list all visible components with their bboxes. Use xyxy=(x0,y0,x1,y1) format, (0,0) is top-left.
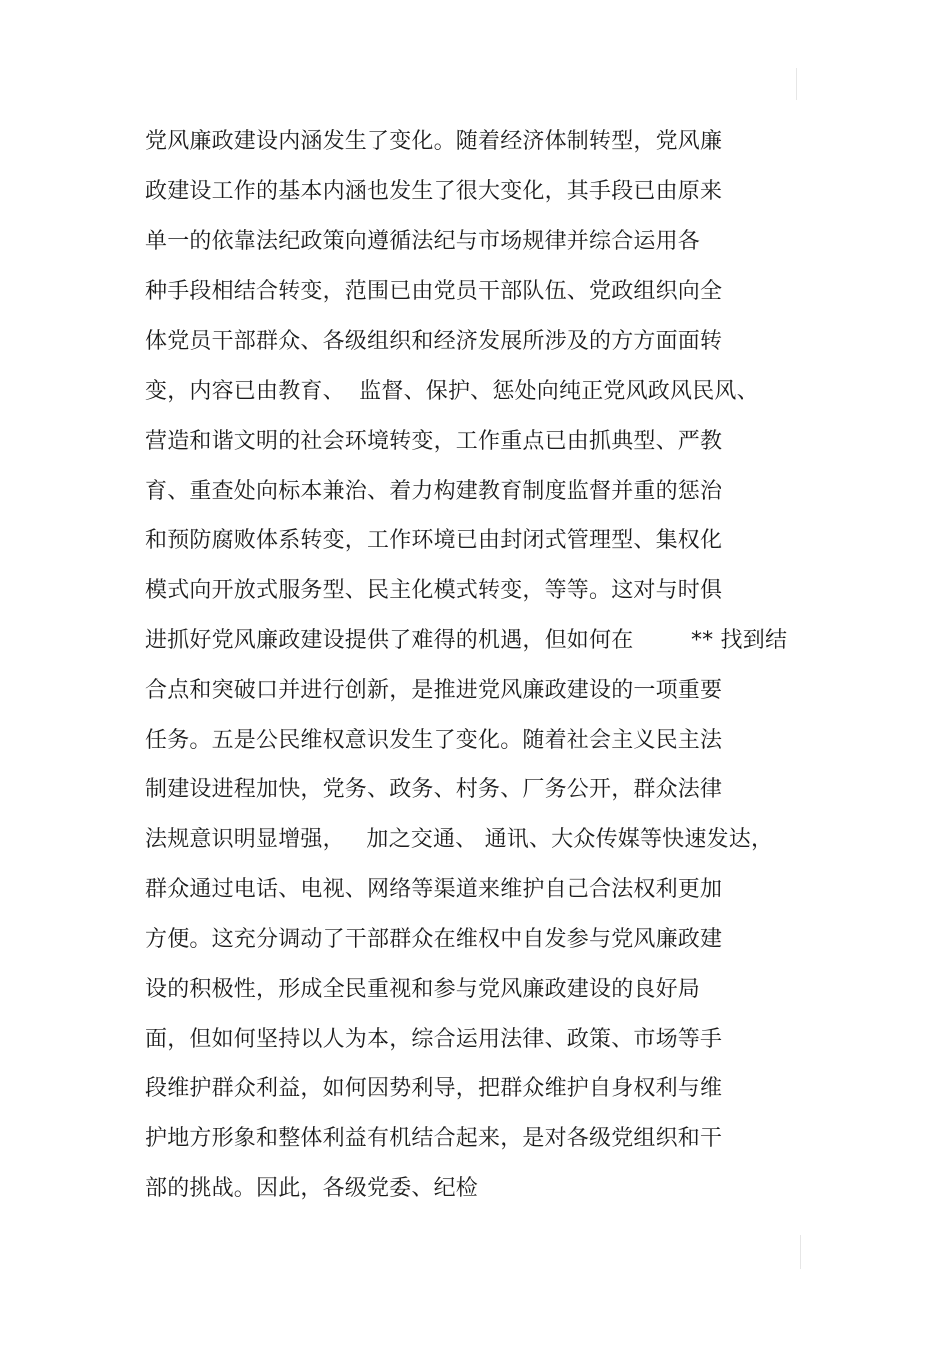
text-line-4: 种手段相结合转变，范围已由党员干部队伍、党政组织向全 xyxy=(145,279,723,304)
text-line-3: 单一的依靠法纪政策向遵循法纪与市场规律并综合运用各 xyxy=(145,229,701,254)
text-line-20: 段维护群众利益，如何因势利导，把群众维护自身权利与维 xyxy=(145,1076,723,1101)
text-line-12: 合点和突破口并进行创新，是推进党风廉政建设的一项重要 xyxy=(145,678,723,703)
text-line-22: 部的挑战。因此，各级党委、纪检 xyxy=(145,1176,479,1201)
page-margin-mark-bottom xyxy=(800,1235,801,1269)
text-line-11: 进抓好党风廉政建设提供了难得的机遇，但如何在 ** 找到结 xyxy=(145,628,788,653)
text-line-6: 变，内容已由教育、 监督、保护、惩处向纯正党风政风民风、 xyxy=(145,379,759,404)
text-line-2: 政建设工作的基本内涵也发生了很大变化，其手段已由原来 xyxy=(145,179,723,204)
text-line-19: 面，但如何坚持以人为本，综合运用法律、政策、市场等手 xyxy=(145,1027,723,1052)
text-line-18: 设的积极性，形成全民重视和参与党风廉政建设的良好局 xyxy=(145,977,701,1002)
text-line-16: 群众通过电话、电视、网络等渠道来维护自己合法权利更加 xyxy=(145,877,723,902)
text-line-5: 体党员干部群众、各级组织和经济发展所涉及的方方面面转 xyxy=(145,329,723,354)
text-line-15: 法规意识明显增强， 加之交通、 通讯、大众传媒等快速发达， xyxy=(145,827,774,852)
page-margin-mark-top xyxy=(796,68,797,100)
text-line-9: 和预防腐败体系转变，工作环境已由封闭式管理型、集权化 xyxy=(145,528,723,553)
text-line-13: 任务。五是公民维权意识发生了变化。随着社会主义民主法 xyxy=(145,728,723,753)
text-line-8: 育、重查处向标本兼治、着力构建教育制度监督并重的惩治 xyxy=(145,479,723,504)
text-line-21: 护地方形象和整体利益有机结合起来，是对各级党组织和干 xyxy=(145,1126,723,1151)
text-line-10: 模式向开放式服务型、民主化模式转变，等等。这对与时俱 xyxy=(145,578,723,603)
text-line-7: 营造和谐文明的社会环境转变，工作重点已由抓典型、严教 xyxy=(145,429,723,454)
text-line-17: 方便。这充分调动了干部群众在维权中自发参与党风廉政建 xyxy=(145,927,723,952)
text-line-14: 制建设进程加快，党务、政务、村务、厂务公开，群众法律 xyxy=(145,777,723,802)
text-line-1: 党风廉政建设内涵发生了变化。随着经济体制转型，党风廉 xyxy=(145,129,723,154)
